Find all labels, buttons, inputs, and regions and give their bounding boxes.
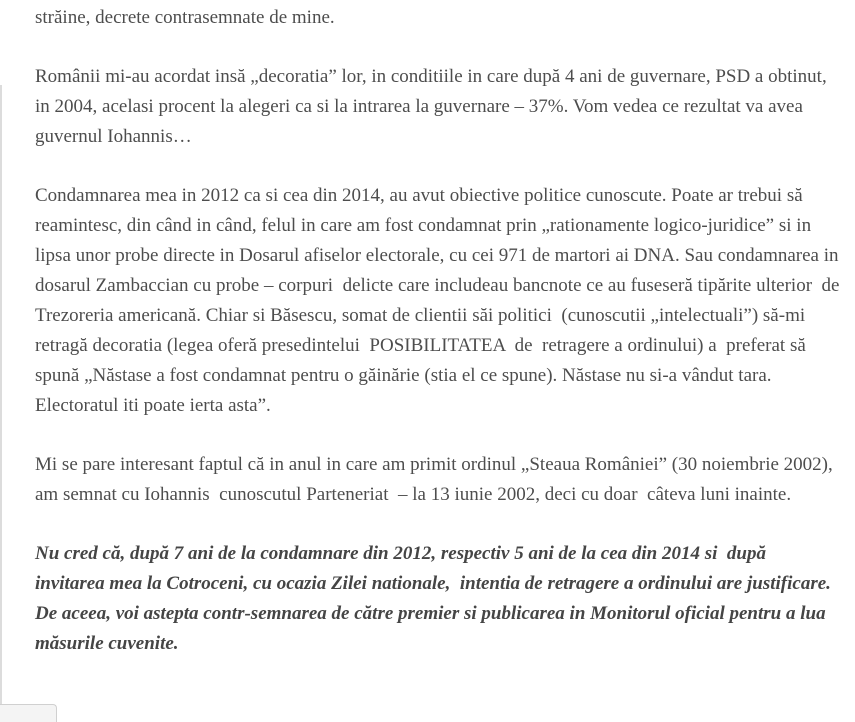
article-body xyxy=(35,3,844,688)
window-edge-line xyxy=(0,85,2,722)
paragraph: Mi se pare interesant faptul că in anul in care am primit ordinul „Steaua României” (30 noiembrie 2002), am semnat cu Iohannis cunoscutul Parteneriat – la 13 iunie 2002, deci cu doar câteva luni inainte. xyxy=(35,454,838,505)
paragraph: Condamnarea mea in 2012 ca si cea din 2014, au avut obiective politice cunoscute. Poate ar trebui să reamintesc, din când in când, felul in care am fost condamnat prin „rationamente logico-juridice” si in lipsa unor probe directe in Dosarul afiselor electorale, cu cei 971 de martori ai DNA. Sau condamnarea in dosarul Zambaccian cu probe – corpuri delicte care includeau bancnote ce au fuseseră tipărite ulterior de Trezoreria americană. Chiar si Băsescu, somat de clientii săi politici (cunoscutii „intelectuali”) să-mi retragă decoratia (legea oferă presedintelui POSIBILITATEA de retragere a ordinului) a preferat să spună „Năstase a fost condamnat pentru o găinărie (stia el ce spune). Năstase nu si-a vândut tara. Electoratul iti poate ierta asta”. xyxy=(35,185,844,416)
paragraph: Românii mi-au acordat insă „decoratia” lor, in conditiile in care după 4 ani de guvernare, PSD a obtinut, in 2004, acelasi procent la alegeri ca si la intrarea la guvernare – 37%. Vom vedea ce rezultat va avea guvernul Iohannis… xyxy=(35,66,832,147)
status-bubble xyxy=(0,704,57,722)
paragraph-emphasis: Nu cred că, după 7 ani de la condamnare din 2012, respectiv 5 ani de la cea din 2014 si după invitarea mea la Cotroceni, cu ocazia Zilei nationale, intentia de retragere a ordinului are justificare. De aceea, voi astepta contr-semnarea de către premier si publicarea in Monitorul oficial pentru a lua măsurile cuvenite. xyxy=(35,543,836,654)
paragraph: străine, decrete contrasemnate de mine. xyxy=(35,7,335,28)
